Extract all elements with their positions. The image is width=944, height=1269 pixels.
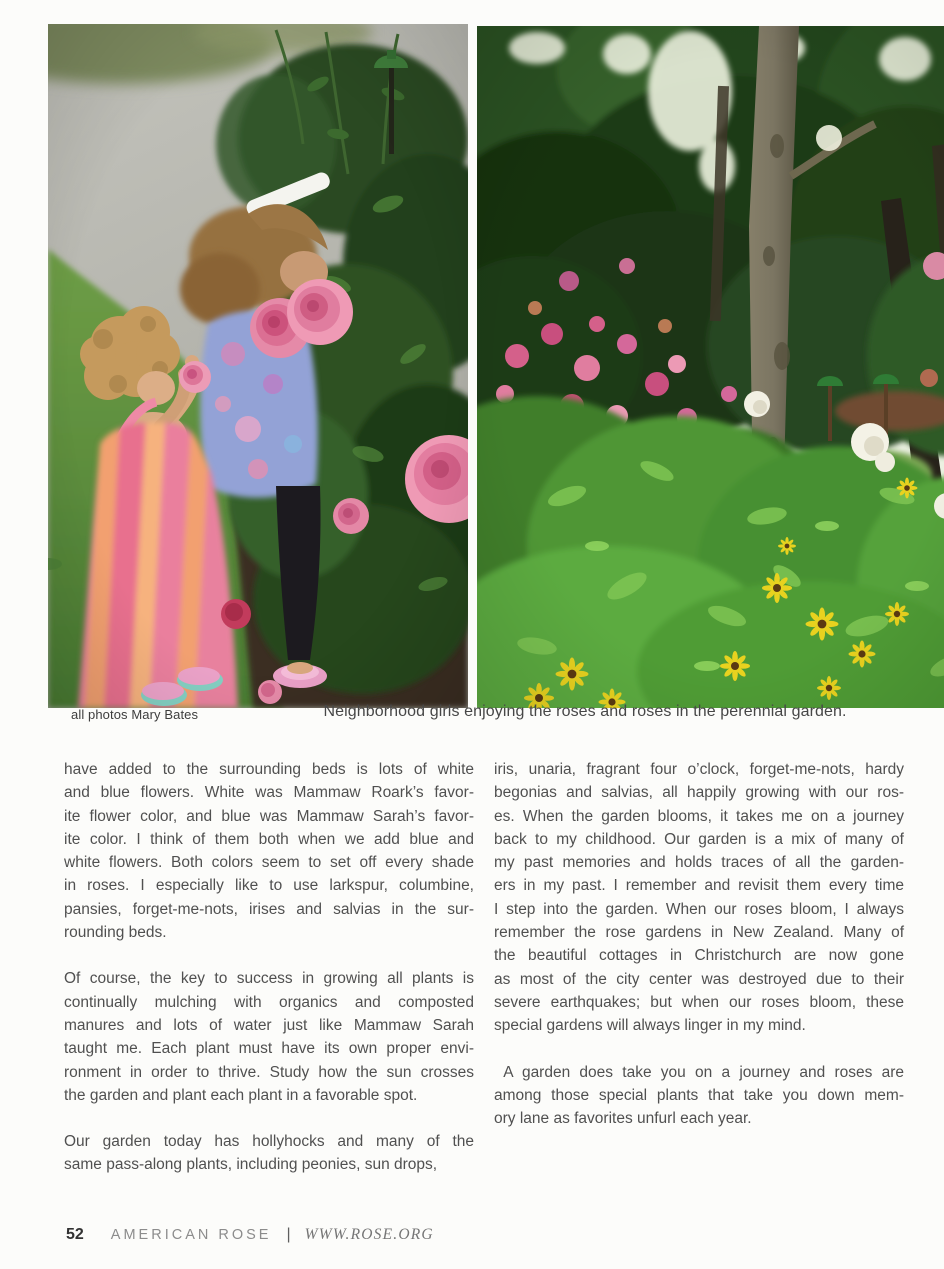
paragraph	[494, 1061, 904, 1131]
body-text-line: A garden does take you on a journey and roses are	[494, 1063, 904, 1081]
photo-caption: Neighborhood girls enjoying the roses and roses in the perennial garden.	[323, 703, 847, 720]
body-text-line: I step into the garden. When our roses bloom, I always	[494, 900, 904, 918]
paragraph	[64, 758, 474, 944]
body-text-line: same pass-along plants, including peonies, sun drops,	[64, 1156, 438, 1174]
body-text-line: have added to the surrounding beds is lots of white	[64, 761, 474, 778]
body-text-line: as most of the city center was destroyed due to their	[494, 970, 904, 988]
perennial-garden-illustration	[477, 26, 944, 708]
body-text-line: manures and lots of water just like Mammaw Sarah	[64, 1016, 474, 1034]
page-footer	[66, 1226, 434, 1244]
paragraph	[64, 1130, 474, 1177]
body-text-line: the beautiful cottages in Christchurch are now gone	[494, 947, 904, 965]
photo-credit: all photos Mary Bates	[71, 707, 199, 722]
page-number: 52	[66, 1226, 84, 1243]
body-text-line: my past memories and holds traces of all the garden-	[494, 854, 904, 872]
photo-perennial-garden	[477, 26, 944, 708]
body-text-line: remember the rose gardens in New Zealand. Many of	[494, 924, 904, 942]
body-text-line: taught me. Each plant must have its own proper envi-	[64, 1040, 474, 1058]
girls-roses-illustration	[48, 24, 468, 708]
body-text-line: begonias and salvias, all happily growing with our ros-	[494, 784, 904, 802]
text-column-right	[494, 758, 904, 1153]
paragraph	[494, 758, 904, 1038]
magazine-title: AMERICAN ROSE	[110, 1227, 272, 1243]
body-text-line: ers in my past. I remember and revisit them every time	[494, 877, 904, 895]
body-text-line: ory lane as favorites unfurl each year.	[494, 1110, 752, 1128]
body-text-line: the garden and plant each plant in a favorable spot.	[64, 1086, 418, 1104]
footer-separator: |	[286, 1226, 291, 1243]
body-text-line: rounding beds.	[64, 924, 167, 942]
body-text-line: Our garden today has hollyhocks and many of the	[64, 1133, 474, 1151]
body-text-line: among those special plants that take you down mem-	[494, 1086, 904, 1104]
magazine-website: WWW.ROSE.ORG	[304, 1226, 434, 1243]
body-text-line: ronment in order to thrive. Study how the sun crosses	[64, 1063, 474, 1081]
body-text-line: ite color. I think of them both when we add blue and	[64, 830, 474, 848]
body-text-line: severe earthquakes; but when our roses bloom, these	[494, 993, 904, 1011]
body-text-line: iris, unaria, fragrant four o’clock, forget-me-nots, hardy	[494, 761, 904, 778]
body-text-line: ite flower color, and blue was Mammaw Sarah’s favor-	[64, 807, 474, 825]
photo-girls-smelling-roses	[48, 24, 468, 708]
body-text-line: and blue flowers. White was Mammaw Roark’s favor-	[64, 784, 474, 802]
text-column-left	[64, 758, 474, 1200]
body-text-line: pansies, forget-me-nots, irises and salvias in the sur-	[64, 900, 474, 918]
body-text-line: back to my childhood. Our garden is a mix of many of	[494, 830, 904, 848]
paragraph	[64, 967, 474, 1107]
body-text-line: es. When the garden blooms, it takes me on a journey	[494, 807, 904, 825]
body-text-line: special gardens will always linger in my mind.	[494, 1017, 806, 1035]
body-text-line: Of course, the key to success in growing all plants is	[64, 970, 474, 988]
body-text-line: white flowers. Both colors seem to set off every shade	[64, 854, 474, 872]
body-text-line: in roses. I especially like to use larkspur, columbine,	[64, 877, 474, 895]
body-text-line: continually mulching with organics and composted	[64, 993, 474, 1011]
